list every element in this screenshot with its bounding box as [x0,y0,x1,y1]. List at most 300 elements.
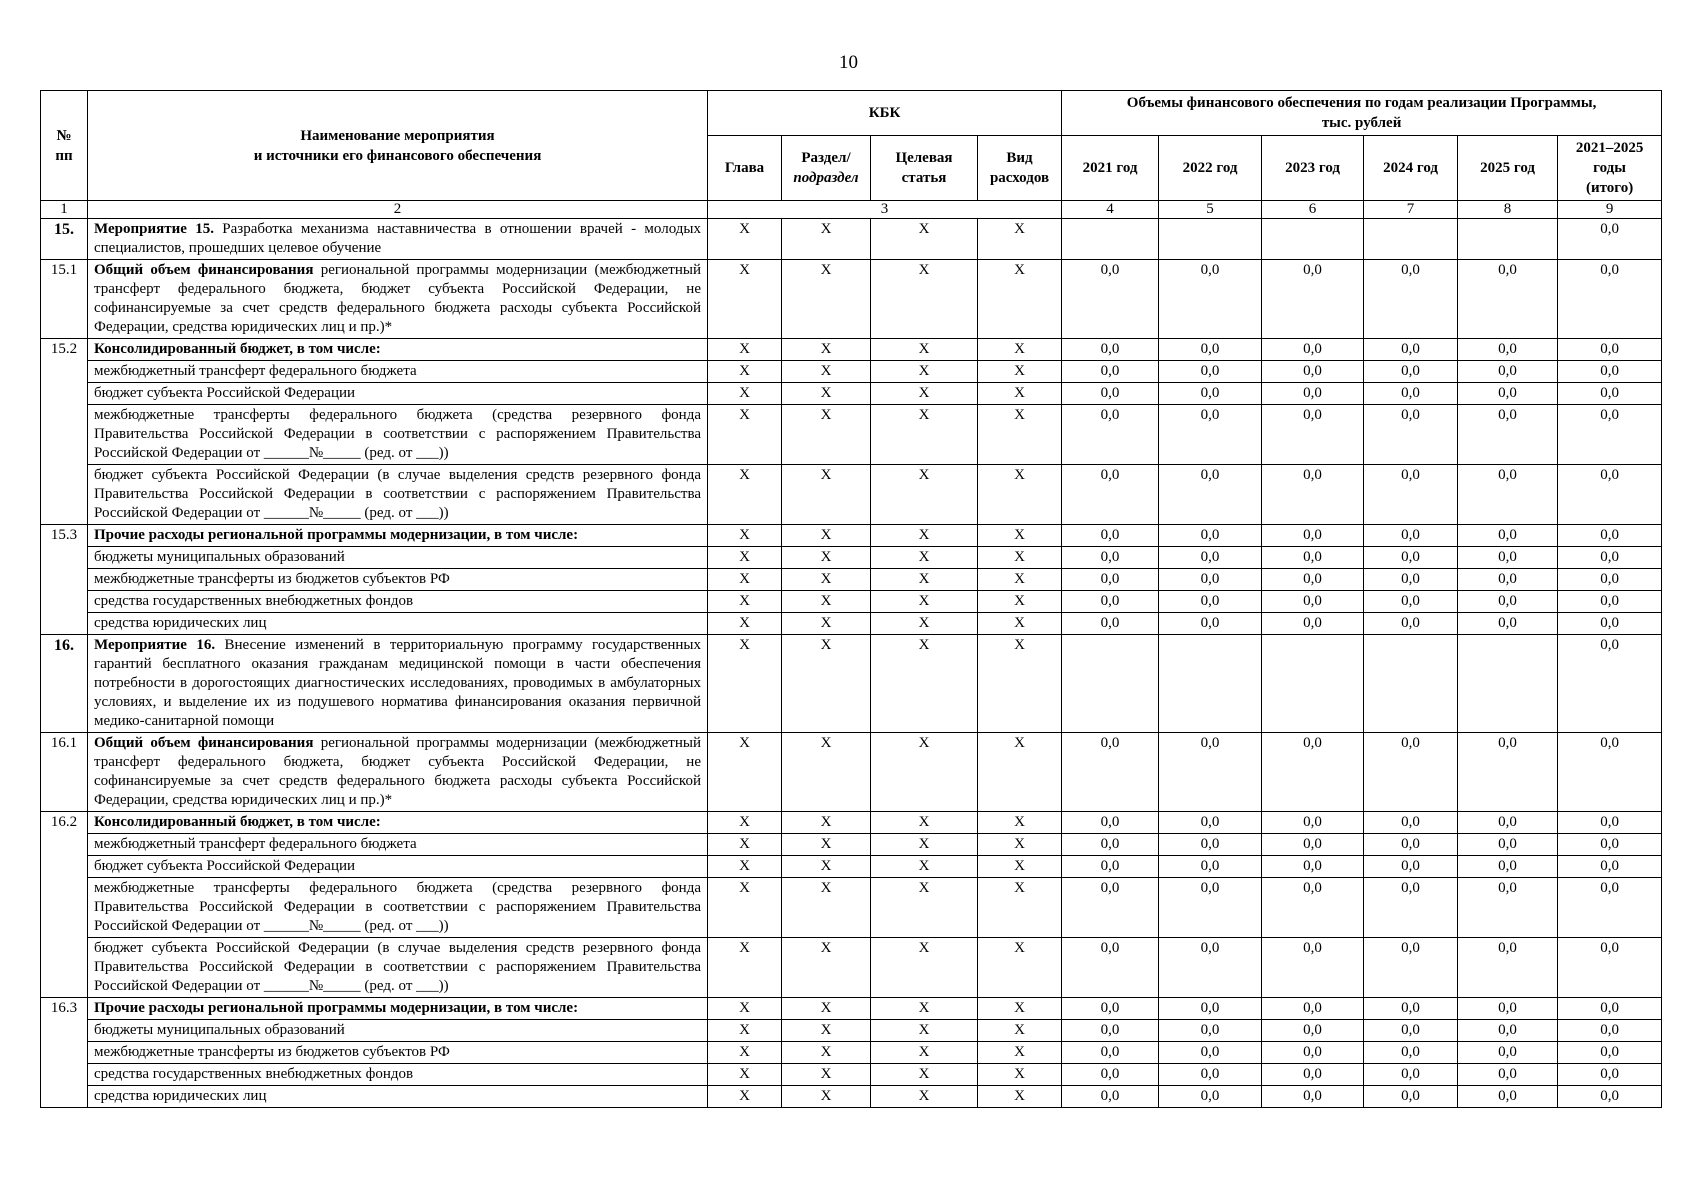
kbk-celevaya-cell: Х [871,635,978,733]
kbk-celevaya-cell: Х [871,525,978,547]
header-year-2021: 2021 год [1062,136,1159,201]
row-description [88,525,708,547]
value-total: 0,0 [1558,834,1662,856]
header-num: № пп [41,91,88,201]
value-2021: 0,0 [1062,405,1159,465]
value-2024: 0,0 [1364,405,1458,465]
value-2023: 0,0 [1262,591,1364,613]
value-2025: 0,0 [1458,465,1558,525]
col-number: 9 [1558,201,1662,219]
row-description [88,339,708,361]
row-description-text: региональной программы модернизации (межбюджетный трансферт федерального бюджета, бюджет субъекта Российской Федерации, не софинансируемые за счет средств федерального бюджета расходы субъекта Российской Федерации, средства юридических лиц и пр.)* [94,735,701,808]
header-name: Наименование мероприятия и источники его финансового обеспечения [88,91,708,201]
header-year-2023: 2023 год [1262,136,1364,201]
value-total: 0,0 [1558,547,1662,569]
value-total: 0,0 [1558,339,1662,361]
value-2021: 0,0 [1062,878,1159,938]
row-description-lead: Консолидированный бюджет, в том числе: [94,814,381,830]
value-2021 [1062,219,1159,260]
kbk-razdel-cell: Х [782,635,871,733]
kbk-vid-cell: Х [978,260,1062,339]
value-2023: 0,0 [1262,405,1364,465]
row-number: 15.1 [41,260,88,339]
row-description-lead: Прочие расходы региональной программы модернизации, в том числе: [94,527,579,543]
table-row [41,613,1662,635]
table-row [41,1086,1662,1108]
value-2023: 0,0 [1262,383,1364,405]
kbk-razdel-cell: Х [782,219,871,260]
kbk-glava-cell: Х [708,856,782,878]
value-2025: 0,0 [1458,569,1558,591]
col-number: 3 [708,201,1062,219]
value-2024: 0,0 [1364,998,1458,1020]
row-description-text: межбюджетные трансферты федерального бюджета (средства резервного фонда Правительства Российской Федерации в соответствии с распоряжением Правительства Российской Федерации от ______№_____ (ред. от ___)) [94,880,701,934]
kbk-razdel-cell: Х [782,1020,871,1042]
value-2024: 0,0 [1364,1042,1458,1064]
table-row [41,339,1662,361]
table-row [41,383,1662,405]
kbk-razdel-cell: Х [782,569,871,591]
value-total: 0,0 [1558,878,1662,938]
value-2023: 0,0 [1262,1042,1364,1064]
value-2021: 0,0 [1062,339,1159,361]
value-2021: 0,0 [1062,856,1159,878]
value-2024: 0,0 [1364,465,1458,525]
kbk-vid-cell: Х [978,569,1062,591]
value-2021: 0,0 [1062,834,1159,856]
value-2024: 0,0 [1364,613,1458,635]
value-total: 0,0 [1558,613,1662,635]
value-2024: 0,0 [1364,591,1458,613]
kbk-glava-cell: Х [708,878,782,938]
value-2024: 0,0 [1364,383,1458,405]
value-2023: 0,0 [1262,998,1364,1020]
row-number: 15.2 [41,339,88,525]
kbk-razdel-cell: Х [782,1064,871,1086]
value-2024 [1364,635,1458,733]
value-2022: 0,0 [1159,856,1262,878]
value-2025: 0,0 [1458,525,1558,547]
value-2022: 0,0 [1159,878,1262,938]
row-description-text: средства юридических лиц [94,1088,267,1104]
value-2023: 0,0 [1262,525,1364,547]
row-description-lead: Мероприятие 15. [94,221,214,237]
value-2025: 0,0 [1458,1064,1558,1086]
value-2025: 0,0 [1458,383,1558,405]
kbk-razdel-cell: Х [782,1042,871,1064]
value-2025: 0,0 [1458,1020,1558,1042]
value-total: 0,0 [1558,635,1662,733]
table-row [41,361,1662,383]
value-total: 0,0 [1558,938,1662,998]
value-2022: 0,0 [1159,733,1262,812]
value-2022: 0,0 [1159,260,1262,339]
table-header [41,91,1662,219]
value-2023: 0,0 [1262,878,1364,938]
value-2025: 0,0 [1458,547,1558,569]
page-number: 10 [839,52,858,73]
value-2023: 0,0 [1262,361,1364,383]
value-2023: 0,0 [1262,733,1364,812]
kbk-glava-cell: Х [708,635,782,733]
value-total: 0,0 [1558,1064,1662,1086]
value-2021: 0,0 [1062,525,1159,547]
value-2025: 0,0 [1458,1042,1558,1064]
kbk-vid-cell: Х [978,405,1062,465]
value-2025 [1458,219,1558,260]
row-description-text: Разработка механизма наставничества в отношении врачей - молодых специалистов, прошедших целевое обучение [94,221,701,256]
kbk-celevaya-cell: Х [871,219,978,260]
row-description-text: Внесение изменений в территориальную программу государственных гарантий бесплатного оказания гражданам медицинской помощи в части обеспечения потребности в дорогостоящих диагностических исследованиях, проводимых в амбулаторных условиях, и выделение их из подушевого норматива финансирования оказания первичной медико-санитарной помощи [94,637,702,729]
value-2022: 0,0 [1159,1086,1262,1108]
kbk-celevaya-cell: Х [871,998,978,1020]
row-description [88,219,708,260]
kbk-vid-cell: Х [978,591,1062,613]
kbk-glava-cell: Х [708,938,782,998]
row-number: 16.3 [41,998,88,1108]
col-number: 2 [88,201,708,219]
value-total: 0,0 [1558,591,1662,613]
kbk-vid-cell: Х [978,812,1062,834]
value-total: 0,0 [1558,1020,1662,1042]
row-description-text: межбюджетные трансферты из бюджетов субъектов РФ [94,571,450,587]
header-year-2025: 2025 год [1458,136,1558,201]
value-total: 0,0 [1558,998,1662,1020]
value-2022: 0,0 [1159,938,1262,998]
row-number: 15.3 [41,525,88,635]
kbk-razdel-cell: Х [782,834,871,856]
row-description [88,1086,708,1108]
value-2024: 0,0 [1364,812,1458,834]
value-2022: 0,0 [1159,465,1262,525]
header-podrazdel-label: подраздел [793,170,859,186]
row-description-text: средства государственных внебюджетных фондов [94,1066,414,1082]
value-2024: 0,0 [1364,1064,1458,1086]
table-row [41,1042,1662,1064]
kbk-razdel-cell: Х [782,260,871,339]
value-2021: 0,0 [1062,938,1159,998]
value-2021: 0,0 [1062,1020,1159,1042]
value-2022: 0,0 [1159,383,1262,405]
row-description [88,591,708,613]
value-2022: 0,0 [1159,812,1262,834]
kbk-razdel-cell: Х [782,591,871,613]
table-row [41,465,1662,525]
kbk-vid-cell: Х [978,1020,1062,1042]
row-number: 16.1 [41,733,88,812]
table-row [41,938,1662,998]
kbk-glava-cell: Х [708,1042,782,1064]
row-description-text: бюджеты муниципальных образований [94,1022,345,1038]
row-description-text: бюджет субъекта Российской Федерации [94,858,356,874]
value-total: 0,0 [1558,525,1662,547]
kbk-glava-cell: Х [708,1086,782,1108]
value-total: 0,0 [1558,812,1662,834]
value-2022: 0,0 [1159,1020,1262,1042]
kbk-glava-cell: Х [708,733,782,812]
row-description [88,733,708,812]
kbk-celevaya-cell: Х [871,1042,978,1064]
value-2024 [1364,219,1458,260]
kbk-celevaya-cell: Х [871,1064,978,1086]
col-number: 6 [1262,201,1364,219]
value-2025: 0,0 [1458,361,1558,383]
kbk-celevaya-cell: Х [871,834,978,856]
value-2021: 0,0 [1062,569,1159,591]
value-2024: 0,0 [1364,525,1458,547]
kbk-celevaya-cell: Х [871,938,978,998]
value-2022: 0,0 [1159,339,1262,361]
kbk-razdel-cell: Х [782,998,871,1020]
row-description-lead: Общий объем финансирования [94,735,314,751]
kbk-glava-cell: Х [708,260,782,339]
value-2021: 0,0 [1062,1064,1159,1086]
value-2025 [1458,635,1558,733]
row-description-text: средства юридических лиц [94,615,267,631]
value-2022: 0,0 [1159,405,1262,465]
kbk-razdel-cell: Х [782,465,871,525]
value-2024: 0,0 [1364,260,1458,339]
kbk-razdel-cell: Х [782,547,871,569]
value-2025: 0,0 [1458,878,1558,938]
value-2022: 0,0 [1159,1064,1262,1086]
value-2024: 0,0 [1364,569,1458,591]
value-total: 0,0 [1558,219,1662,260]
kbk-celevaya-cell: Х [871,569,978,591]
value-2022: 0,0 [1159,547,1262,569]
value-2025: 0,0 [1458,260,1558,339]
value-2021: 0,0 [1062,998,1159,1020]
value-2021: 0,0 [1062,1042,1159,1064]
kbk-razdel-cell: Х [782,938,871,998]
value-2022: 0,0 [1159,569,1262,591]
value-2023: 0,0 [1262,834,1364,856]
row-description [88,856,708,878]
value-2025: 0,0 [1458,938,1558,998]
value-2025: 0,0 [1458,591,1558,613]
col-number: 5 [1159,201,1262,219]
row-description-lead: Мероприятие 16. [94,637,216,653]
value-2021: 0,0 [1062,1086,1159,1108]
value-2022: 0,0 [1159,525,1262,547]
row-description [88,569,708,591]
col-number: 4 [1062,201,1159,219]
value-2023: 0,0 [1262,547,1364,569]
kbk-glava-cell: Х [708,591,782,613]
table-row [41,219,1662,260]
kbk-glava-cell: Х [708,1020,782,1042]
row-description [88,361,708,383]
value-2022: 0,0 [1159,591,1262,613]
row-description-lead: Общий объем финансирования [94,262,314,278]
row-number: 16.2 [41,812,88,998]
kbk-vid-cell: Х [978,998,1062,1020]
kbk-razdel-cell: Х [782,339,871,361]
kbk-glava-cell: Х [708,834,782,856]
kbk-glava-cell: Х [708,569,782,591]
kbk-glava-cell: Х [708,405,782,465]
row-description-text: средства государственных внебюджетных фондов [94,593,414,609]
kbk-glava-cell: Х [708,219,782,260]
kbk-vid-cell: Х [978,525,1062,547]
row-description [88,938,708,998]
row-description [88,405,708,465]
value-2024: 0,0 [1364,733,1458,812]
table-row [41,260,1662,339]
kbk-vid-cell: Х [978,383,1062,405]
header-razdel-label: Раздел/ [801,150,851,166]
value-total: 0,0 [1558,733,1662,812]
value-2021: 0,0 [1062,465,1159,525]
row-description-text: бюджет субъекта Российской Федерации [94,385,356,401]
value-2023: 0,0 [1262,1020,1364,1042]
kbk-celevaya-cell: Х [871,339,978,361]
value-total: 0,0 [1558,405,1662,465]
kbk-celevaya-cell: Х [871,591,978,613]
row-description [88,878,708,938]
kbk-celevaya-cell: Х [871,465,978,525]
table-row [41,878,1662,938]
kbk-vid-cell: Х [978,547,1062,569]
value-2025: 0,0 [1458,856,1558,878]
row-description [88,635,708,733]
value-2021: 0,0 [1062,361,1159,383]
row-number: 15. [41,219,88,260]
row-description [88,1020,708,1042]
kbk-glava-cell: Х [708,1064,782,1086]
table-row [41,591,1662,613]
row-description [88,465,708,525]
kbk-vid-cell: Х [978,938,1062,998]
kbk-vid-cell: Х [978,733,1062,812]
value-2023: 0,0 [1262,569,1364,591]
kbk-vid-cell: Х [978,1042,1062,1064]
kbk-razdel-cell: Х [782,383,871,405]
value-2023: 0,0 [1262,812,1364,834]
row-description-text: межбюджетные трансферты федерального бюджета (средства резервного фонда Правительства Российской Федерации в соответствии с распоряжением Правительства Российской Федерации от ______№_____ (ред. от ___)) [94,407,701,461]
value-2024: 0,0 [1364,878,1458,938]
header-razdel [782,136,871,201]
value-2024: 0,0 [1364,547,1458,569]
value-2021: 0,0 [1062,812,1159,834]
row-description [88,1042,708,1064]
table-row [41,834,1662,856]
col-number: 7 [1364,201,1458,219]
row-description-text: региональной программы модернизации (межбюджетный трансферт федерального бюджета, бюджет субъекта Российской Федерации, не софинансируемые за счет средств федерального бюджета расходы субъекта Российской Федерации, средства юридических лиц и пр.)* [94,262,701,335]
table-row [41,856,1662,878]
table-body [41,219,1662,1108]
value-2025: 0,0 [1458,405,1558,465]
row-description-text: межбюджетный трансферт федерального бюджета [94,363,417,379]
value-2023: 0,0 [1262,465,1364,525]
kbk-celevaya-cell: Х [871,405,978,465]
value-2025: 0,0 [1458,1086,1558,1108]
header-kbk: КБК [708,91,1062,136]
table-row [41,733,1662,812]
kbk-celevaya-cell: Х [871,812,978,834]
kbk-vid-cell: Х [978,856,1062,878]
row-description [88,998,708,1020]
kbk-celevaya-cell: Х [871,856,978,878]
value-2024: 0,0 [1364,1020,1458,1042]
kbk-celevaya-cell: Х [871,260,978,339]
value-2021: 0,0 [1062,613,1159,635]
row-description-text: межбюджетный трансферт федерального бюджета [94,836,417,852]
table-row [41,405,1662,465]
value-2023 [1262,635,1364,733]
value-2024: 0,0 [1364,361,1458,383]
value-2025: 0,0 [1458,339,1558,361]
value-2021 [1062,635,1159,733]
value-2025: 0,0 [1458,613,1558,635]
kbk-glava-cell: Х [708,812,782,834]
value-2023 [1262,219,1364,260]
table-row [41,1064,1662,1086]
value-2022 [1159,219,1262,260]
value-2022: 0,0 [1159,613,1262,635]
kbk-razdel-cell: Х [782,733,871,812]
value-total: 0,0 [1558,1086,1662,1108]
value-2023: 0,0 [1262,613,1364,635]
header-celevaya: Целевая статья [871,136,978,201]
col-number: 1 [41,201,88,219]
value-2023: 0,0 [1262,1064,1364,1086]
value-2022 [1159,635,1262,733]
value-2024: 0,0 [1364,834,1458,856]
header-year-total: 2021–2025 годы (итого) [1558,136,1662,201]
row-description [88,613,708,635]
kbk-celevaya-cell: Х [871,613,978,635]
kbk-vid-cell: Х [978,339,1062,361]
kbk-glava-cell: Х [708,465,782,525]
value-2021: 0,0 [1062,591,1159,613]
value-total: 0,0 [1558,383,1662,405]
kbk-razdel-cell: Х [782,613,871,635]
value-total: 0,0 [1558,1042,1662,1064]
table-row [41,998,1662,1020]
row-number: 16. [41,635,88,733]
value-total: 0,0 [1558,361,1662,383]
kbk-glava-cell: Х [708,339,782,361]
value-2024: 0,0 [1364,1086,1458,1108]
row-description [88,834,708,856]
value-total: 0,0 [1558,856,1662,878]
table-row [41,635,1662,733]
value-2022: 0,0 [1159,361,1262,383]
value-2022: 0,0 [1159,834,1262,856]
kbk-vid-cell: Х [978,1086,1062,1108]
kbk-glava-cell: Х [708,547,782,569]
value-2025: 0,0 [1458,812,1558,834]
kbk-razdel-cell: Х [782,525,871,547]
kbk-vid-cell: Х [978,878,1062,938]
kbk-vid-cell: Х [978,465,1062,525]
column-numbers-row [41,201,1662,219]
kbk-razdel-cell: Х [782,361,871,383]
header-volumes: Объемы финансового обеспечения по годам реализации Программы, тыс. рублей [1062,91,1662,136]
kbk-vid-cell: Х [978,834,1062,856]
value-2021: 0,0 [1062,733,1159,812]
row-description-text: бюджет субъекта Российской Федерации (в случае выделения средств резервного фонда Правительства Российской Федерации в соответствии с распоряжением Правительства Российской Федерации от ______№_____ (ред. от ___)) [94,467,701,521]
value-2023: 0,0 [1262,260,1364,339]
row-description [88,1064,708,1086]
kbk-razdel-cell: Х [782,405,871,465]
kbk-glava-cell: Х [708,525,782,547]
row-description [88,260,708,339]
value-2021: 0,0 [1062,260,1159,339]
table-row [41,547,1662,569]
kbk-celevaya-cell: Х [871,1020,978,1042]
